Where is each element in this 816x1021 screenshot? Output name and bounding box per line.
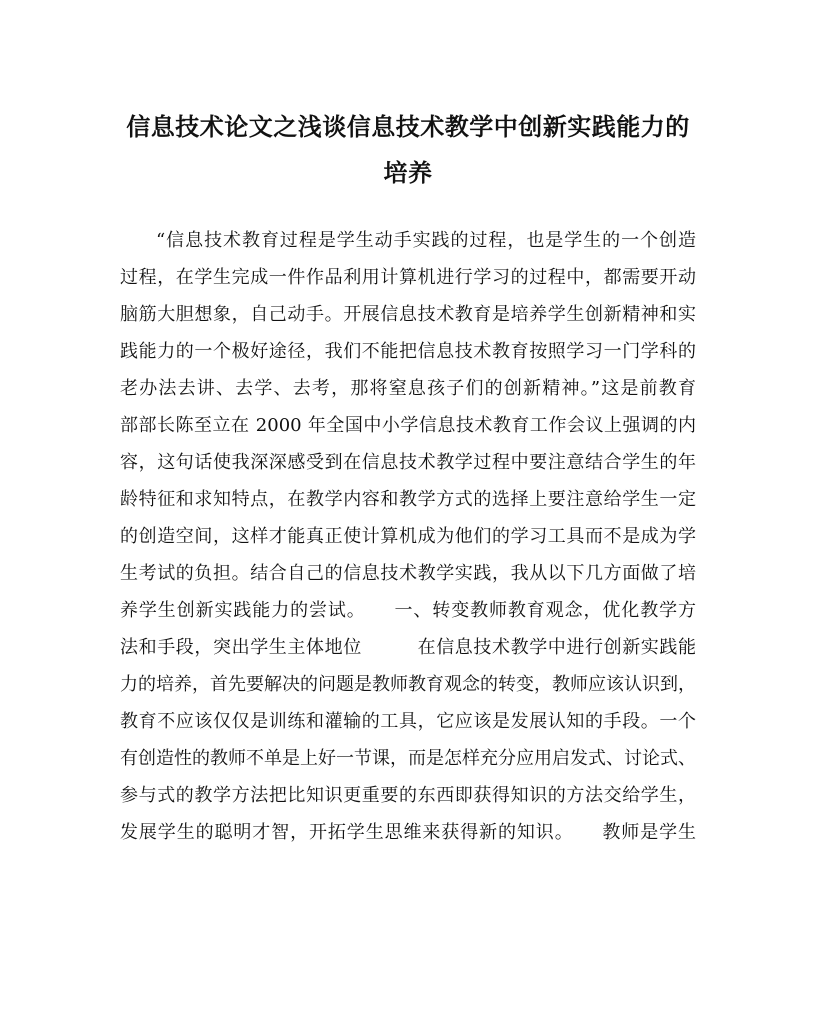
body-line: 部部长陈至立在 2000 年全国中小学信息技术教育工作会议上强调的内 (120, 415, 696, 436)
body-line: 养学生创新实践能力的尝试。 一、转变教师教育观念，优化教学方 (120, 600, 696, 621)
body-line: 法和手段，突出学生主体地位 在信息技术教学中进行创新实践能 (120, 637, 696, 658)
document-body (120, 222, 696, 851)
body-line: 龄特征和求知特点，在教学内容和教学方式的选择上要注意给学生一定 (120, 489, 696, 510)
title-line: 培养 (383, 158, 433, 187)
body-line: 力的培养，首先要解决的问题是教师教育观念的转变，教师应该认识到， (120, 674, 696, 695)
body-line: 参与式的教学方法把比知识更重要的东西即获得知识的方法交给学生， (120, 785, 696, 806)
body-line: 过程，在学生完成一件作品利用计算机进行学习的过程中，都需要开动 (120, 267, 696, 288)
body-line: 老办法去讲、去学、去考，那将窒息孩子们的创新精神。”这是前教育 (120, 378, 696, 399)
body-line: 脑筋大胆想象，自己动手。开展信息技术教育是培养学生创新精神和实 (120, 304, 696, 325)
document-title (120, 104, 696, 196)
body-line: 容，这句话使我深深感受到在信息技术教学过程中要注意结合学生的年 (120, 452, 696, 473)
title-line: 信息技术论文之浅谈信息技术教学中创新实践能力的 (126, 112, 690, 141)
body-line: 的创造空间，这样才能真正使计算机成为他们的学习工具而不是成为学 (120, 526, 696, 547)
body-line: 发展学生的聪明才智，开拓学生思维来获得新的知识。 教师是学生 (120, 822, 696, 843)
body-line: 践能力的一个极好途径，我们不能把信息技术教育按照学习一门学科的 (120, 341, 696, 362)
body-line: “信息技术教育过程是学生动手实践的过程，也是学生的一个创造 (156, 230, 696, 251)
body-line: 有创造性的教师不单是上好一节课，而是怎样充分应用启发式、讨论式、 (120, 748, 696, 769)
body-line: 生考试的负担。结合自己的信息技术教学实践，我从以下几方面做了培 (120, 563, 696, 584)
body-line: 教育不应该仅仅是训练和灌输的工具，它应该是发展认知的手段。一个 (120, 711, 696, 732)
